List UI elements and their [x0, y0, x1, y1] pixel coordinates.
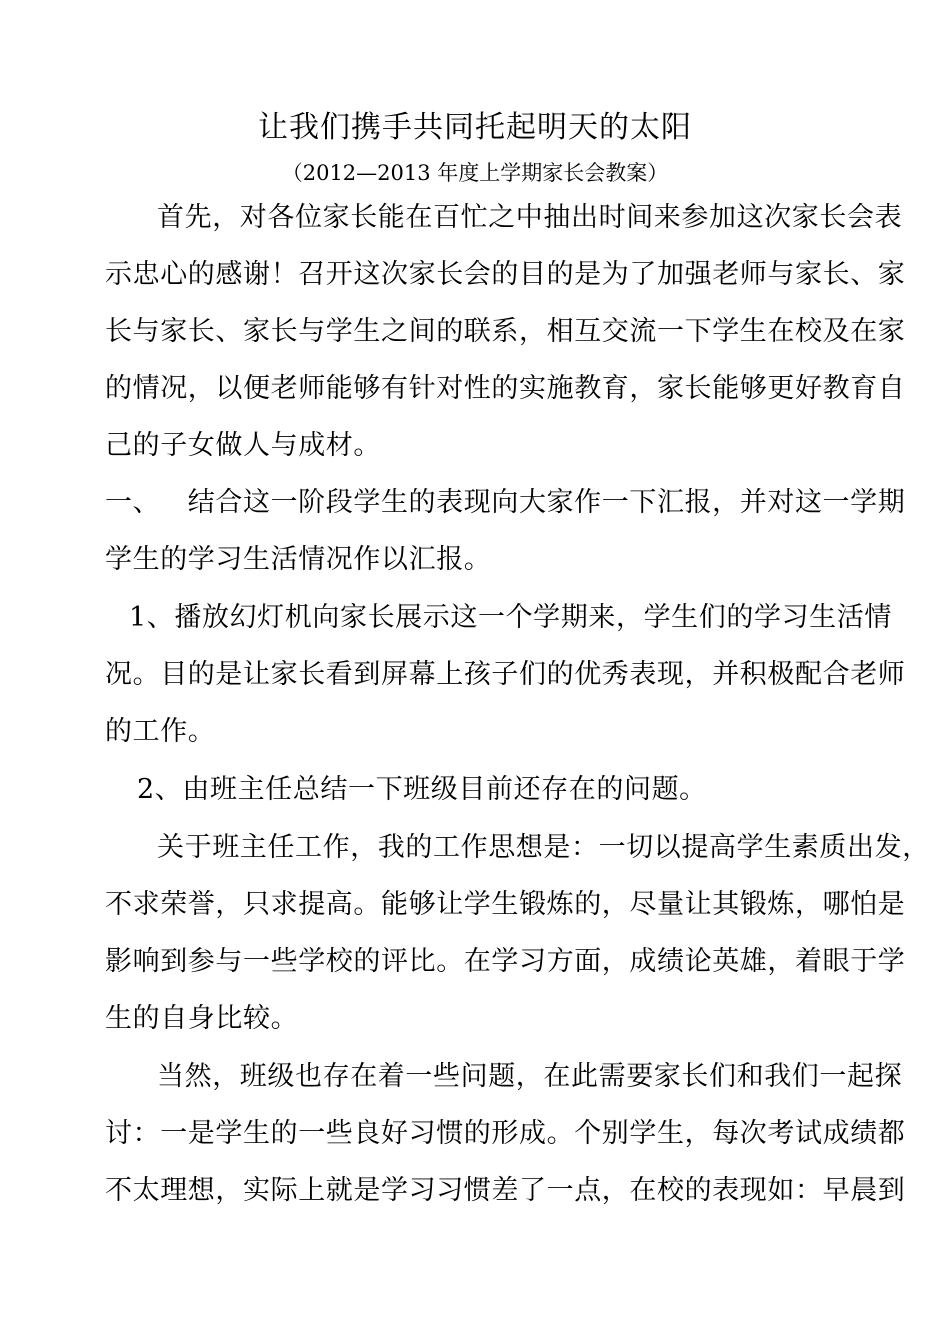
- section-heading-1: 一、 结合这一阶段学生的表现向大家作一下汇报，并对这一学期: [105, 487, 906, 518]
- list-item-2: 2、由班主任总结一下班级目前还存在的问题。: [137, 774, 707, 805]
- paragraph-2-line-3: 影响到参与一些学校的评比。在学习方面，成绩论英雄，着眼于学: [105, 946, 906, 977]
- paragraph-line-3: 长与家长、家长与学生之间的联系，相互交流一下学生在校及在家: [105, 316, 906, 347]
- list-item-1-cont-1: 况。目的是让家长看到屏幕上孩子们的优秀表现，并积极配合老师: [105, 659, 906, 690]
- paragraph-2-line-1: 关于班主任工作，我的工作思想是：一切以提高学生素质出发，: [157, 832, 930, 863]
- paragraph-3-line-3: 不太理想，实际上就是学习习惯差了一点，在校的表现如：早晨到: [105, 1175, 906, 1206]
- paragraph-line-4: 的情况，以便老师能够有针对性的实施教育，家长能够更好教育自: [105, 373, 906, 404]
- paragraph-line-5: 己的子女做人与成材。: [105, 430, 381, 461]
- document-subtitle: （2012—2013 年度上学期家长会教案）: [281, 161, 669, 185]
- paragraph-line-1: 首先，对各位家长能在百忙之中抽出时间来参加这次家长会表: [157, 202, 903, 233]
- list-item-1-cont-2: 的工作。: [105, 716, 216, 747]
- document-title: 让我们携手共同托起明天的太阳: [258, 110, 692, 145]
- section-heading-1-cont: 学生的学习生活情况作以汇报。: [105, 544, 492, 575]
- paragraph-line-2: 示忠心的感谢！召开这次家长会的目的是为了加强老师与家长、家: [105, 259, 906, 290]
- list-item-1: 1、播放幻灯机向家长展示这一个学期来，学生们的学习生活情: [129, 602, 892, 633]
- paragraph-2-line-2: 不求荣誉，只求提高。能够让学生锻炼的，尽量让其锻炼，哪怕是: [105, 889, 906, 920]
- paragraph-2-line-4: 生的自身比较。: [105, 1003, 299, 1034]
- paragraph-3-line-2: 讨：一是学生的一些良好习惯的形成。个别学生，每次考试成绩都: [105, 1118, 906, 1149]
- paragraph-3-line-1: 当然，班级也存在着一些问题，在此需要家长们和我们一起探: [157, 1061, 903, 1092]
